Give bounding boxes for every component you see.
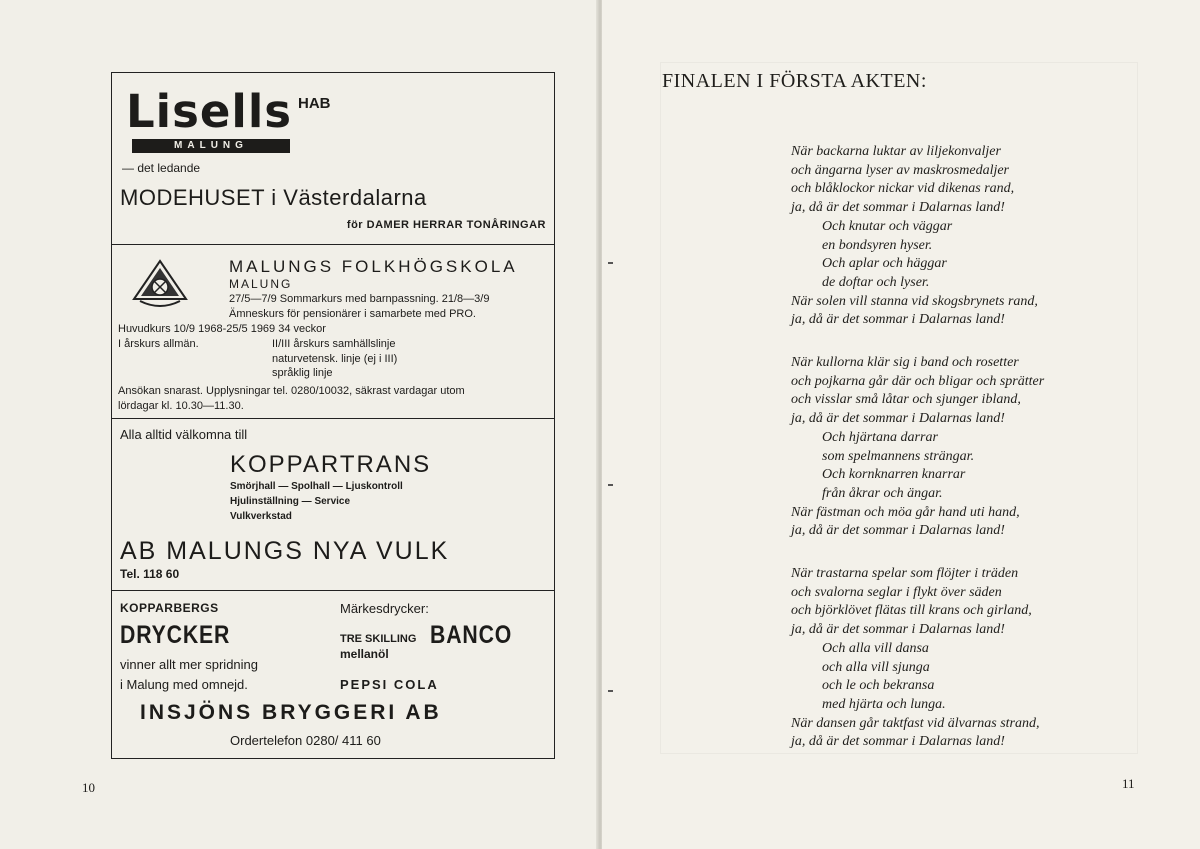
poem-line: och blåklockor nickar vid dikenas rand, — [791, 181, 1015, 197]
kopparbergs-label: KOPPARBERGS — [120, 601, 219, 615]
poem-line: med hjärta och lunga. — [822, 696, 946, 712]
left-page — [0, 0, 598, 849]
poem-line: När fästman och möa går hand uti hand, — [791, 504, 1020, 520]
poem-line: ja, då är det sommar i Dalarnas land! — [791, 622, 1005, 638]
drycker-heading: DRYCKER — [120, 621, 231, 649]
poem-line: Och aplar och häggar — [822, 256, 947, 272]
school-text-line: Ämneskurs för pensionärer i samarbete med PRO. — [229, 308, 476, 320]
poem-line: en bondsyren hyser. — [822, 237, 933, 253]
koppartrans-ad — [112, 419, 554, 591]
poem-line: ja, då är det sommar i Dalarnas land! — [791, 734, 1005, 750]
poem-line: och le och bekransa — [822, 678, 935, 694]
poem-line: och björklövet flätas till krans och girland, — [791, 603, 1032, 619]
school-title: MALUNGS FOLKHÖGSKOLA — [229, 257, 518, 276]
vulk-telephone: Tel. 118 60 — [120, 567, 180, 581]
poem-line: Och alla vill dansa — [822, 640, 929, 656]
margin-mark — [608, 690, 613, 692]
vulk-title: AB MALUNGS NYA VULK — [120, 537, 450, 565]
insjons-ad — [112, 591, 554, 759]
koppartrans-service: Smörjhall — Spolhall — Ljuskontroll — [230, 481, 403, 492]
right-page — [602, 0, 1200, 849]
school-emblem-icon — [132, 259, 188, 311]
koppartrans-title: KOPPARTRANS — [230, 451, 432, 478]
insjons-text: i Malung med omnejd. — [120, 677, 248, 692]
poem-line: ja, då är det sommar i Dalarnas land! — [791, 411, 1005, 427]
poem-line: och alla vill sjunga — [822, 659, 930, 675]
margin-mark — [608, 262, 613, 264]
order-telephone: Ordertelefon 0280/ 411 60 — [230, 733, 381, 748]
poem-line: När kullorna klär sig i band och rosetter — [791, 355, 1019, 370]
poem-line: ja, då är det sommar i Dalarnas land! — [791, 200, 1005, 216]
poem-line: och svalorna seglar i flykt över säden — [791, 584, 1002, 600]
poem-line: och pojkarna går där och bligar och sprätter — [791, 373, 1045, 389]
school-text-line: lördagar kl. 10.30—11.30. — [118, 400, 244, 412]
poem-line: När backarna luktar av liljekonvaljer — [791, 144, 1001, 159]
lisells-ad — [112, 73, 554, 245]
brand-pepsi: PEPSI COLA — [340, 677, 439, 692]
poem-line: ja, då är det sommar i Dalarnas land! — [791, 312, 1005, 328]
poem-line: de doftar och lyser. — [822, 274, 930, 290]
brand-tre-skilling: TRE SKILLING — [340, 633, 417, 645]
poem-line: och visslar små låtar och sjunger ibland, — [791, 392, 1021, 408]
brands-label: Märkesdrycker: — [340, 601, 429, 616]
brewery-name: INSJÖNS BRYGGERI AB — [140, 701, 442, 724]
koppartrans-service: Hjulinställning — Service — [230, 496, 351, 507]
margin-mark — [608, 484, 613, 486]
school-text-line: I årskurs allmän. — [118, 338, 199, 350]
lisells-logo-hab: HAB — [298, 95, 331, 112]
school-text-line: Huvudkurs 10/9 1968-25/5 1969 34 veckor — [118, 323, 326, 335]
insjons-text: vinner allt mer spridning — [120, 657, 259, 672]
folkhogskola-ad — [112, 245, 554, 419]
school-place: MALUNG — [229, 277, 293, 291]
brand-banco: BANCO — [430, 621, 513, 649]
lisells-tagline: — det ledande — [122, 161, 201, 175]
brand-mellanol: mellanöl — [340, 647, 389, 661]
koppartrans-service: Vulkverkstad — [230, 511, 292, 522]
poem-line: Och kornknarren knarrar — [822, 467, 966, 483]
school-text-line: 27/5—7/9 Sommarkurs med barnpassning. 21/8—3/9 — [229, 293, 490, 305]
lisells-logo-bar: MALUNG — [132, 139, 290, 153]
poem-line: Och hjärtana darrar — [822, 429, 938, 445]
poem-line: När trastarna spelar som flöjter i träden — [791, 566, 1019, 581]
poem-line: och ängarna lyser av maskrosmedaljer — [791, 162, 1010, 178]
poem-line: från åkrar och ängar. — [822, 485, 943, 501]
school-text-line: Ansökan snarast. Upplysningar tel. 0280/10032, säkrast vardagar utom — [118, 385, 465, 397]
lisells-subheadline: för DAMER HERRAR TONÅRINGAR — [346, 219, 546, 231]
school-text-line: II/III årskurs samhällslinje — [272, 338, 396, 350]
page-number-right: 11 — [1122, 776, 1135, 791]
lisells-headline: MODEHUSET i Västerdalarna — [120, 185, 427, 210]
poem-line: När solen vill stanna vid skogsbrynets rand, — [791, 293, 1038, 309]
poem-line: Och knutar och väggar — [822, 218, 953, 234]
poem-line: När dansen går taktfast vid älvarnas strand, — [791, 715, 1040, 731]
koppartrans-welcome: Alla alltid välkomna till — [120, 427, 248, 442]
poem-line: som spelmannens strängar. — [822, 448, 975, 464]
page-heading: FINALEN I FÖRSTA AKTEN: — [662, 70, 927, 92]
school-text-line: språklig linje — [272, 367, 333, 379]
advertisement-frame — [111, 72, 555, 759]
poem-line: ja, då är det sommar i Dalarnas land! — [791, 523, 1005, 539]
lisells-logo: Lisells — [126, 85, 293, 138]
page-number-left: 10 — [82, 780, 95, 795]
school-text-line: naturvetensk. linje (ej i III) — [272, 353, 398, 365]
